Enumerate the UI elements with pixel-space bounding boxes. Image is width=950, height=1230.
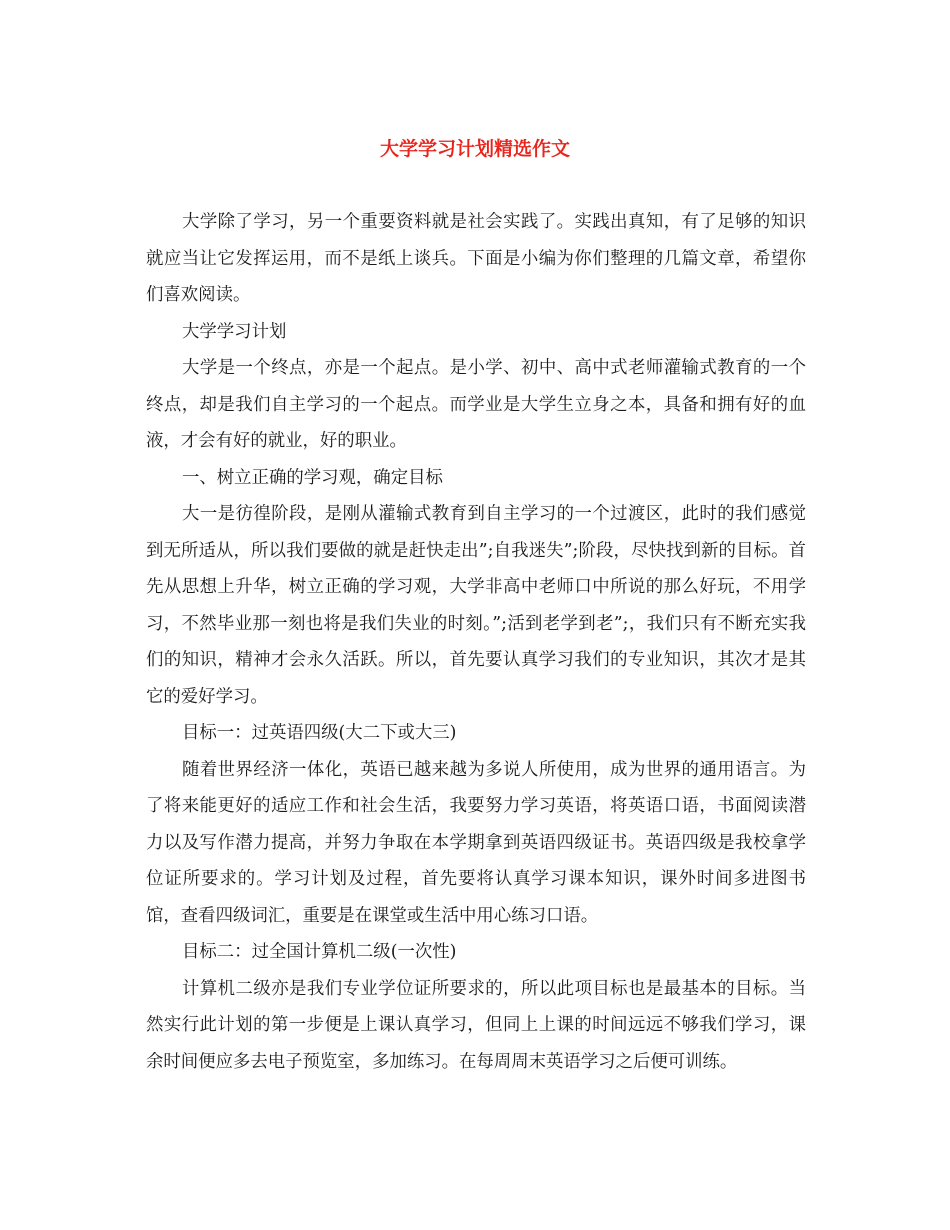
goal-heading-computer: 目标二：过全国计算机二级(一次性) — [182, 942, 457, 962]
document-body — [146, 204, 806, 1080]
paragraph-english: 随着世界经济一体化，英语已越来越为多说人所使用，成为世界的通用语言。为了将来能更好的适应工作和社会生活，我要努力学习英语，将英语口语，书面阅读潜力以及写作潜力提高，并努力争取在本学期拿到英语四级证书。英语四级是我校拿学位证所要求的。学习计划及过程，首先要将认真学习课本知识，课外时间多进图书馆，查看四级词汇，重要是在课堂或生活中用心练习口语。 — [146, 759, 806, 926]
section-heading-plan: 大学学习计划 — [182, 321, 287, 342]
paragraph-computer: 计算机二级亦是我们专业学位证所要求的，所以此项目标也是最基本的目标。当然实行此计划的第一步便是上课认真学习，但同上上课的时间远远不够我们学习，课余时间便应多去电子预览室，多加练习。在每周周末英语学习之后便可训练。 — [146, 978, 806, 1072]
paragraph-start-end: 大学是一个终点，亦是一个起点。是小学、初中、高中式老师灌输式教育的一个终点，却是我们自主学习的一个起点。而学业是大学生立身之本，具备和拥有好的血液，才会有好的就业，好的职业。 — [146, 358, 806, 451]
paragraph-intro: 大学除了学习，另一个重要资料就是社会实践了。实践出真知，有了足够的知识就应当让它发挥运用，而不是纸上谈兵。下面是小编为你们整理的几篇文章，希望你们喜欢阅读。 — [146, 212, 806, 305]
goal-heading-english: 目标一：过英语四级(大二下或大三) — [182, 723, 457, 743]
section-heading-one: 一、树立正确的学习观，确定目标 — [182, 467, 443, 488]
document-title: 大学学习计划精选作文 — [379, 138, 570, 160]
paragraph-freshman: 大一是彷徨阶段，是刚从灌输式教育到自主学习的一个过渡区，此时的我们感觉到无所适从，所以我们要做的就是赶快走出”;自我迷失”;阶段，尽快找到新的目标。首先从思想上升华，树立正确的学习观，大学非高中老师口中所说的那么好玩，不用学习，不然毕业那一刻也将是我们失业的时刻。”;活到老学到老”;，我们只有不断充实我们的知识，精神才会永久活跃。所以，首先要认真学习我们的专业知识，其次才是其它的爱好学习。 — [146, 504, 806, 707]
